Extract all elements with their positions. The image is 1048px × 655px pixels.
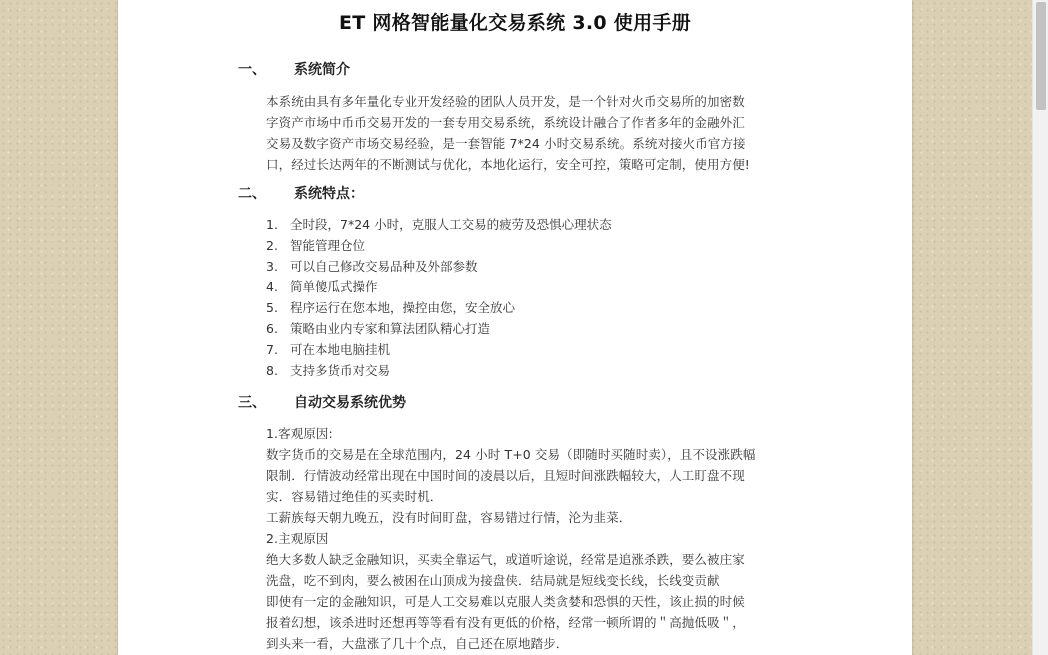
list-item-number: 2. (266, 237, 278, 253)
list-item (266, 361, 612, 382)
list-item-number: 4. (266, 279, 278, 295)
section-number: 三、 (238, 395, 266, 411)
paragraph-line: 数字货币的交易是在全球范围内，24 小时 T+0 交易（即随时买随时卖），且不设涨跌幅 (266, 447, 756, 462)
list-item-text: 程序运行在您本地，操控由您，安全放心 (290, 300, 516, 316)
paragraph-line: 口，经过长达两年的不断测试与优化，本地化运行，安全可控，策略可定制，使用方便! (266, 157, 750, 172)
paragraph-line: 实．容易错过绝佳的买卖时机． (266, 489, 443, 504)
section-number: 二、 (238, 186, 266, 202)
list-item (266, 257, 612, 278)
paragraph-line: 1.客观原因: (266, 426, 333, 441)
paragraph-line: 洗盘，吃不到肉，要么被困在山顶成为接盘侠．结局就是短线变长线，长线变贡献 (266, 573, 720, 588)
section-title: 自动交易系统优势 (294, 395, 406, 411)
paragraph-line: 报着幻想，该杀进时还想再等等看有没有更低的价格，经常一顿所谓的＂高抛低吸＂， (266, 615, 745, 630)
list-item-text: 可以自己修改交易品种及外部参数 (290, 258, 478, 274)
list-item-number: 3. (266, 258, 278, 274)
features-list (266, 215, 612, 381)
list-item (266, 215, 612, 236)
list-item-number: 1. (266, 217, 278, 232)
paragraph-line: 工薪族每天朝九晚五，没有时间盯盘，容易错过行情，沦为韭菜． (266, 510, 632, 525)
paragraph-line: 交易及数字资产市场交易经验，是一套智能 7*24 小时交易系统。系统对接火币官方接 (266, 136, 746, 151)
list-item-number: 5. (266, 300, 278, 316)
advantages-paragraph (266, 423, 796, 654)
section-heading-features (238, 183, 364, 205)
list-item (266, 298, 612, 319)
paragraph-line: 限制．行情波动经常出现在中国时间的凌晨以后，且短时间涨跌幅较大，人工盯盘不现 (266, 468, 745, 483)
list-item-number: 8. (266, 362, 278, 378)
list-item-text: 支持多货币对交易 (290, 362, 391, 378)
list-item-text: 简单傻瓜式操作 (290, 279, 378, 295)
list-item-number: 6. (266, 320, 278, 336)
vertical-scrollbar[interactable] (1032, 0, 1048, 655)
paragraph-line: 字资产市场中币币交易开发的一套专用交易系统，系统设计融合了作者多年的金融外汇 (266, 115, 745, 130)
document-page (118, 0, 912, 655)
list-item (266, 319, 612, 340)
section-heading-intro (238, 59, 350, 81)
list-item-text: 可在本地电脑挂机 (290, 341, 391, 357)
paragraph-line: 绝大多数人缺乏金融知识，买卖全靠运气，或道听途说，经常是追涨杀跌，要么被庄家 (266, 552, 745, 567)
paragraph-line: 本系统由具有多年量化专业开发经验的团队人员开发，是一个针对火币交易所的加密数 (266, 94, 745, 109)
list-item (266, 340, 612, 361)
list-item-text: 全时段，7*24 小时，克服人工交易的疲劳及恐惧心理状态 (290, 217, 612, 232)
list-item-number: 7. (266, 341, 278, 357)
section-title: 系统简介 (294, 62, 350, 78)
intro-paragraph (266, 91, 796, 175)
paragraph-line: 到头来一看，大盘涨了几十个点，自己还在原地踏步． (266, 636, 569, 651)
document-title: ET 网格智能量化交易系统 3.0 使用手册 (338, 12, 692, 34)
section-title: 系统特点： (294, 186, 364, 202)
paragraph-line: 即使有一定的金融知识，可是人工交易难以克服人类贪婪和恐惧的天性，该止损的时候 (266, 594, 745, 609)
scrollbar-thumb[interactable] (1036, 2, 1046, 110)
paragraph-line: 2.主观原因 (266, 531, 329, 546)
list-item (266, 236, 612, 257)
section-heading-advantages (238, 392, 406, 414)
list-item-text: 策略由业内专家和算法团队精心打造 (290, 320, 491, 336)
list-item (266, 277, 612, 298)
section-number: 一、 (238, 62, 266, 78)
list-item-text: 智能管理仓位 (290, 237, 366, 253)
